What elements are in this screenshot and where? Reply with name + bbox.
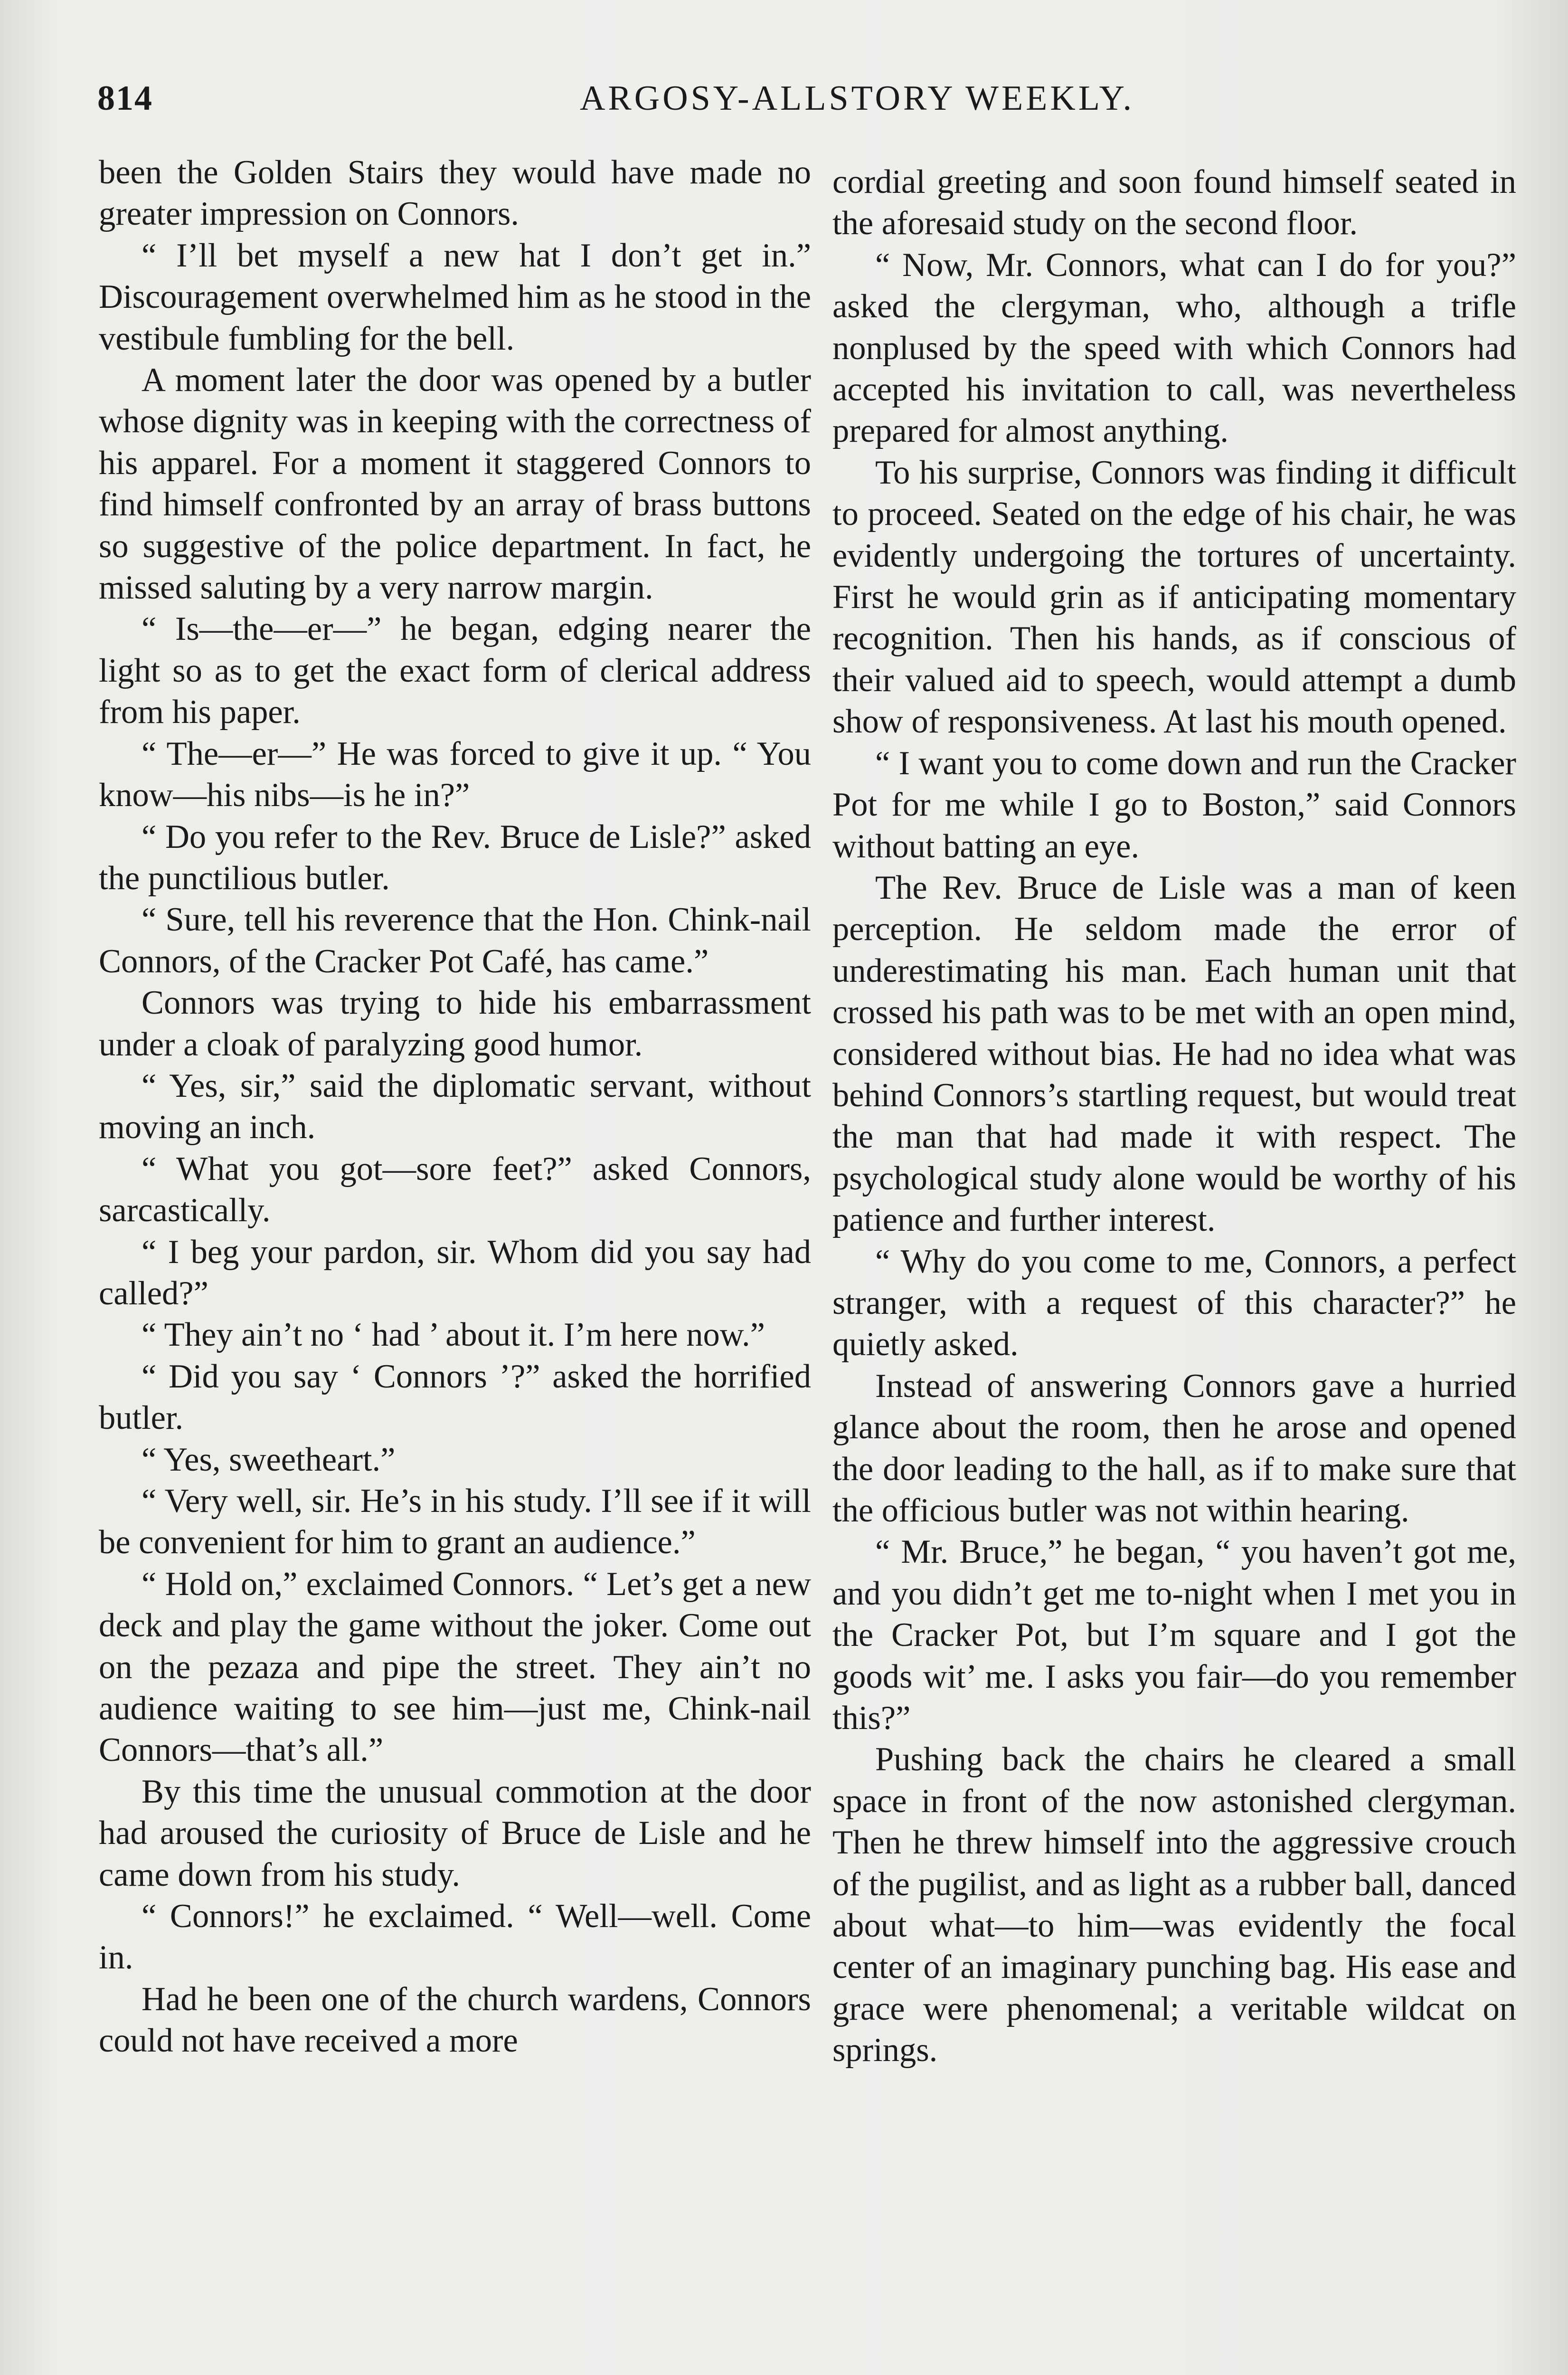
paragraph: The Rev. Bruce de Lisle was a man of keen perception. He seldom made the error of underestimating his man. Each human unit that crossed his path was to be met with an open mind, considered without bias. He had no idea what was behind Connors’s startling request, but would treat the man that had made it with respect. The psychological study alone would be worthy of his patience and further interest. — [832, 869, 1516, 1239]
paragraph: Pushing back the chairs he cleared a small space in front of the now astonished clergyman. Then he threw himself into the aggressive crouch of the pugilist, and as light as a rubber ball, danced about what—to him—was evidently the focal center of an imaginary punching bag. His ease and grace were phenomenal; a veritable wildcat on springs. — [832, 1741, 1516, 2069]
running-head: ARGOSY-ALLSTORY WEEKLY. — [579, 79, 1135, 118]
paragraph: “ Did you say ‘ Connors ’?” asked the horrified butler. — [99, 1358, 811, 1437]
paragraph: “ I want you to come down and run the Cracker Pot for me while I go to Boston,” said Connors without batting an eye. — [832, 744, 1516, 865]
paragraph: “ They ain’t no ‘ had ’ about it. I’m here now.” — [142, 1316, 765, 1354]
right-column — [832, 162, 1516, 2071]
page-number: 814 — [97, 79, 153, 118]
paragraph: “ Do you refer to the Rev. Bruce de Lisle?” asked the punctilious butler. — [99, 818, 811, 897]
paragraph: been the Golden Stairs they would have made no greater impression on Connors. — [99, 154, 811, 233]
paragraph: A moment later the door was opened by a butler whose dignity was in keeping with the correctness of his apparel. For a moment it staggered Connors to find himself confronted by an array of brass buttons so suggestive of the police department. In fact, he missed saluting by a very narrow margin. — [99, 361, 811, 607]
paragraph: “ I’ll bet myself a new hat I don’t get in.” Discouragement overwhelmed him as he stood in the vestibule fumbling for the bell. — [99, 237, 811, 357]
paragraph: “ Very well, sir. He’s in his study. I’ll see if it will be convenient for him to grant an audience.” — [99, 1482, 811, 1561]
page-header — [97, 74, 1498, 131]
left-column — [99, 152, 811, 2062]
paragraph: cordial greeting and soon found himself seated in the aforesaid study on the second floor. — [832, 163, 1516, 242]
paragraph: “ Is—the—er—” he began, edging nearer the light so as to get the exact form of clerical address from his paper. — [99, 610, 811, 731]
paragraph: Instead of answering Connors gave a hurried glance about the room, then he arose and opened the door leading to the hall, as if to make sure that the officious butler was not within hearing. — [832, 1367, 1516, 1529]
paragraph: “ Yes, sweetheart.” — [142, 1441, 396, 1478]
paragraph: “ Sure, tell his reverence that the Hon. Chink-nail Connors, of the Cracker Pot Café, has came.” — [99, 901, 811, 980]
paragraph: “ Now, Mr. Connors, what can I do for you?” asked the clergyman, who, although a trifle nonplused by the speed with which Connors had accepted his invitation to call, was nevertheless prepared for almost anything. — [832, 246, 1516, 450]
paragraph: “ The—er—” He was forced to give it up. “ You know—his nibs—is he in?” — [99, 735, 811, 814]
paragraph: Had he been one of the church wardens, Connors could not have received a more — [99, 1980, 811, 2060]
paragraph: To his surprise, Connors was finding it difficult to proceed. Seated on the edge of his chair, he was evidently undergoing the tortures of uncertainty. First he would grin as if anticipating momentary recognition. Then his hands, as if conscious of their valued aid to speech, would attempt a dumb show of responsiveness. At last his mouth opened. — [832, 454, 1516, 741]
paragraph: Connors was trying to hide his embarrassment under a cloak of paralyzing good humor. — [99, 984, 811, 1063]
paragraph: By this time the unusual commotion at the door had aroused the curiosity of Bruce de Lisle and he came down from his study. — [99, 1773, 811, 1893]
paragraph: “ Mr. Bruce,” he began, “ you haven’t got me, and you didn’t get me to-night when I met you in the Cracker Pot, but I’m square and I got the goods wit’ me. I asks you fair—do you remember this?” — [832, 1533, 1516, 1737]
paragraph: “ Connors!” he exclaimed. “ Well—well. Come in. — [99, 1898, 811, 1976]
paragraph: “ Why do you come to me, Connors, a perfect stranger, with a request of this character?” he quietly asked. — [832, 1243, 1516, 1363]
paragraph: “ Yes, sir,” said the diplomatic servant, without moving an inch. — [99, 1067, 811, 1146]
paragraph: “ I beg your pardon, sir. Whom did you say had called?” — [99, 1233, 811, 1312]
paragraph: “ Hold on,” exclaimed Connors. “ Let’s get a new deck and play the game without the joker. Come out on the pezaza and pipe the street. They ain’t no audience waiting to see him—just me, Chink-nail Connors—that’s all.” — [99, 1565, 811, 1769]
paragraph: “ What you got—sore feet?” asked Connors, sarcastically. — [99, 1150, 811, 1229]
